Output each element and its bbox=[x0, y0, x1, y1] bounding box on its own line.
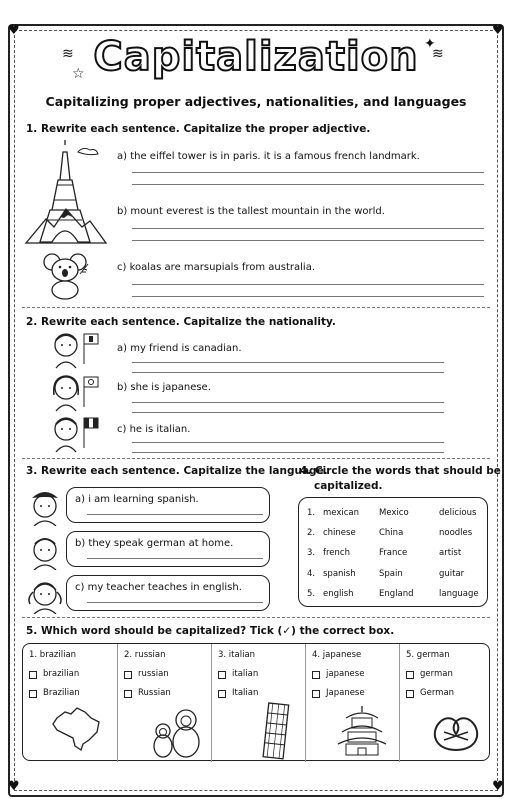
answer-line[interactable] bbox=[132, 442, 444, 443]
answer-line[interactable] bbox=[132, 172, 484, 173]
section1-heading: 1. Rewrite each sentence. Capitalize the proper adjective. bbox=[26, 123, 371, 135]
word-option[interactable]: Spain bbox=[379, 569, 403, 579]
option-label: Japanese bbox=[326, 688, 365, 698]
word-option[interactable]: delicious bbox=[439, 508, 477, 518]
word-option[interactable]: french bbox=[323, 548, 350, 558]
checkbox[interactable] bbox=[124, 671, 132, 679]
girl-beret-icon bbox=[26, 486, 64, 526]
sparkle-icon: ≋ bbox=[432, 46, 444, 62]
checkbox[interactable] bbox=[124, 690, 132, 698]
answer-line[interactable] bbox=[132, 228, 484, 229]
column-head: 1. brazilian bbox=[29, 650, 77, 660]
row-number: 2. bbox=[307, 528, 316, 538]
sparkle-icon: ✦ bbox=[424, 36, 436, 52]
leaning-tower-icon bbox=[260, 700, 294, 760]
word-option[interactable]: Mexico bbox=[379, 508, 409, 518]
section-divider bbox=[22, 617, 490, 618]
girl-pigtails-icon bbox=[26, 574, 64, 614]
matryoshka-icon bbox=[152, 702, 202, 758]
checkbox[interactable] bbox=[218, 671, 226, 679]
word-option[interactable]: artist bbox=[439, 548, 462, 558]
checkbox[interactable] bbox=[406, 690, 414, 698]
word-option[interactable]: guitar bbox=[439, 569, 465, 579]
word-option[interactable]: spanish bbox=[323, 569, 356, 579]
speech-bubble bbox=[66, 575, 270, 611]
heart-icon: ♥ bbox=[8, 23, 20, 38]
option-label: italian bbox=[232, 669, 259, 679]
word-row bbox=[299, 569, 489, 585]
option-label: Italian bbox=[232, 688, 259, 698]
column-head: 3. italian bbox=[218, 650, 256, 660]
page-title: Capitalization bbox=[93, 34, 419, 80]
pagoda-icon bbox=[332, 704, 392, 756]
s2-item-c: c) he is italian. bbox=[117, 424, 191, 435]
speech-bubble bbox=[66, 531, 270, 567]
option-label: japanese bbox=[326, 669, 365, 679]
mountain-icon bbox=[24, 207, 108, 245]
girl-japan-flag-icon bbox=[50, 373, 102, 413]
option-label: German bbox=[420, 688, 455, 698]
checkbox[interactable] bbox=[218, 690, 226, 698]
answer-line[interactable] bbox=[132, 284, 484, 285]
s2-item-a: a) my friend is canadian. bbox=[117, 343, 242, 354]
pretzel-icon bbox=[428, 710, 484, 754]
answer-line[interactable] bbox=[132, 372, 444, 373]
s1-item-b: b) mount everest is the tallest mountain in the world. bbox=[117, 206, 385, 217]
word-option[interactable]: english bbox=[323, 589, 354, 599]
section4-heading-cont: capitalized. bbox=[314, 480, 383, 492]
boy-icon bbox=[26, 530, 64, 570]
answer-line[interactable] bbox=[132, 402, 444, 403]
boy-italy-flag-icon bbox=[50, 414, 102, 454]
answer-line[interactable] bbox=[132, 362, 444, 363]
word-option[interactable]: noodles bbox=[439, 528, 473, 538]
word-option[interactable]: France bbox=[379, 548, 408, 558]
option-label: german bbox=[420, 669, 453, 679]
answer-line[interactable] bbox=[132, 452, 444, 453]
section2-heading: 2. Rewrite each sentence. Capitalize the nationality. bbox=[26, 316, 336, 328]
word-row bbox=[299, 508, 489, 524]
s3-item-a: a) i am learning spanish. bbox=[75, 494, 199, 505]
checkbox[interactable] bbox=[312, 690, 320, 698]
answer-line[interactable] bbox=[132, 184, 484, 185]
s1-item-c: c) koalas are marsupials from australia. bbox=[117, 262, 316, 273]
s1-item-a: a) the eiffel tower is in paris. it is a famous french landmark. bbox=[117, 151, 420, 162]
answer-line[interactable] bbox=[87, 514, 263, 515]
page-subtitle: Capitalizing proper adjectives, nationalities, and languages bbox=[45, 94, 467, 109]
s3-item-c: c) my teacher teaches in english. bbox=[75, 582, 242, 593]
column-head: 5. german bbox=[406, 650, 450, 660]
option-label: Brazilian bbox=[43, 688, 80, 698]
s3-item-b: b) they speak german at home. bbox=[75, 538, 234, 549]
brazil-map-icon bbox=[51, 704, 103, 752]
row-number: 5. bbox=[307, 589, 316, 599]
answer-line[interactable] bbox=[132, 296, 484, 297]
section4-heading: 4. Circle the words that should be bbox=[300, 465, 501, 477]
answer-line[interactable] bbox=[132, 412, 444, 413]
sparkle-icon: ☆ bbox=[72, 66, 85, 82]
word-option[interactable]: England bbox=[379, 589, 414, 599]
section-divider bbox=[22, 458, 490, 459]
heart-icon: ♥ bbox=[8, 779, 20, 794]
tick-column bbox=[117, 644, 211, 762]
checkbox[interactable] bbox=[29, 690, 37, 698]
checkbox[interactable] bbox=[312, 671, 320, 679]
word-row bbox=[299, 589, 489, 605]
answer-line[interactable] bbox=[132, 240, 484, 241]
row-number: 4. bbox=[307, 569, 316, 579]
heart-icon: ♥ bbox=[492, 23, 504, 38]
section-divider bbox=[22, 307, 490, 308]
section5-heading: 5. Which word should be capitalized? Tick (✓) the correct box. bbox=[26, 625, 395, 637]
option-label: Russian bbox=[138, 688, 171, 698]
row-number: 3. bbox=[307, 548, 316, 558]
word-option[interactable]: China bbox=[379, 528, 404, 538]
word-circle-box bbox=[298, 497, 488, 607]
tick-column bbox=[23, 644, 117, 762]
word-option[interactable]: mexican bbox=[323, 508, 360, 518]
checkbox[interactable] bbox=[29, 671, 37, 679]
word-option[interactable]: chinese bbox=[323, 528, 356, 538]
word-row bbox=[299, 528, 489, 544]
heart-icon: ♥ bbox=[492, 779, 504, 794]
tick-column bbox=[211, 644, 305, 762]
speech-bubble bbox=[66, 487, 270, 523]
option-label: brazilian bbox=[43, 669, 80, 679]
column-head: 4. japanese bbox=[312, 650, 362, 660]
boy-canada-flag-icon bbox=[50, 330, 102, 370]
s2-item-b: b) she is japanese. bbox=[117, 382, 211, 393]
tick-box-table bbox=[22, 643, 490, 761]
word-option[interactable]: language bbox=[439, 589, 479, 599]
sparkle-icon: ≋ bbox=[62, 46, 74, 62]
option-label: russian bbox=[138, 669, 169, 679]
tick-column bbox=[399, 644, 491, 762]
tick-column bbox=[305, 644, 399, 762]
row-number: 1. bbox=[307, 508, 316, 518]
section3-heading: 3. Rewrite each sentence. Capitalize the language. bbox=[26, 465, 328, 477]
answer-line[interactable] bbox=[87, 558, 263, 559]
word-row bbox=[299, 548, 489, 564]
koala-icon bbox=[42, 250, 90, 300]
column-head: 2. russian bbox=[124, 650, 166, 660]
checkbox[interactable] bbox=[406, 671, 414, 679]
answer-line[interactable] bbox=[87, 602, 263, 603]
